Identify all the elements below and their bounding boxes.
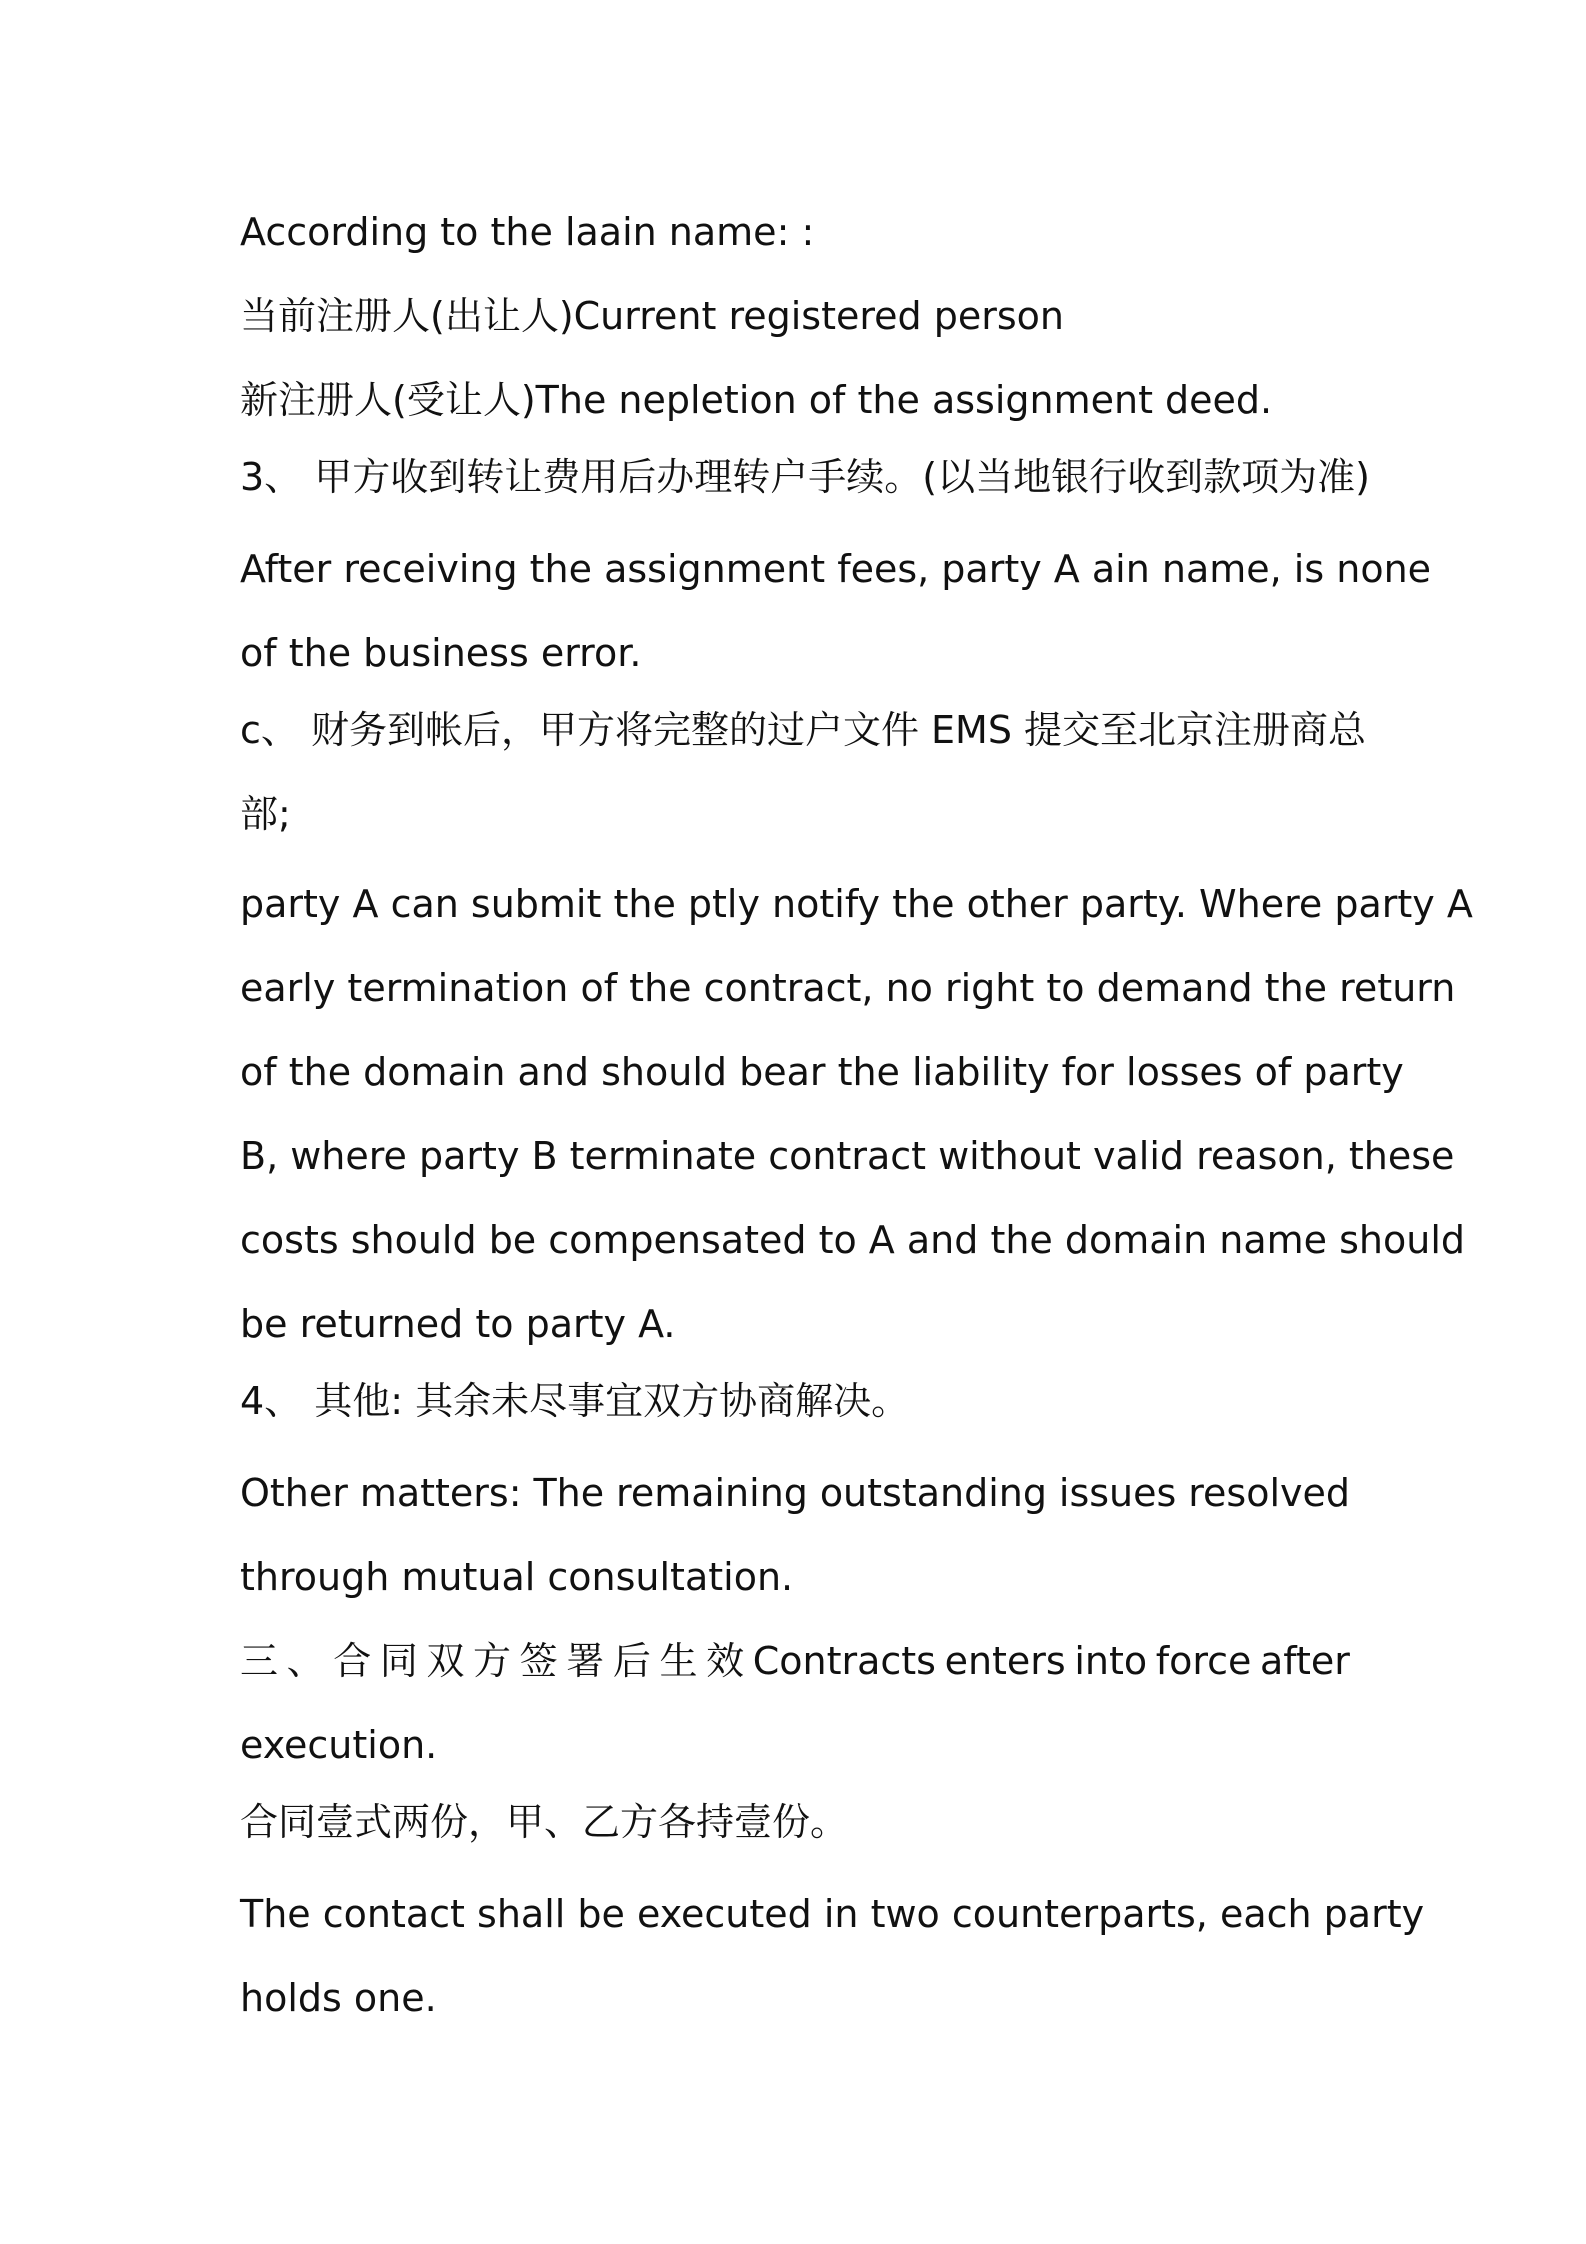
- paragraph-line: B, where party B terminate contract without valid reason, these: [240, 1134, 1455, 1178]
- word: enters: [944, 1639, 1066, 1683]
- paragraph-line: holds one.: [240, 1976, 437, 2020]
- word: Other: [240, 1471, 348, 1515]
- word: 后: [612, 1639, 651, 1683]
- paragraph-line: The contact shall be executed in two counterparts, each party: [240, 1892, 1425, 1936]
- paragraph-line: be returned to party A.: [240, 1302, 676, 1346]
- word: 、: [286, 1639, 325, 1683]
- paragraph-line: After receiving the assignment fees, party A ain name, is none: [240, 547, 1432, 591]
- paragraph-line: 合同壹式两份，甲、乙方各持壹份。: [240, 1800, 849, 1844]
- paragraph-line: through mutual consultation.: [240, 1555, 794, 1599]
- word: Contracts: [752, 1639, 936, 1683]
- word: 效: [706, 1639, 745, 1683]
- paragraph-line: early termination of the contract, no right to demand the return: [240, 966, 1456, 1010]
- word: force: [1155, 1639, 1252, 1683]
- section-three-heading: [240, 1636, 1350, 1686]
- numbered-item-c: c、 财务到帐后，甲方将完整的过户文件 EMS 提交至北京注册商总: [240, 708, 1367, 752]
- paragraph-line: According to the laain name: :: [240, 210, 815, 254]
- paragraph-line: of the domain and should bear the liability for losses of party: [240, 1050, 1404, 1094]
- paragraph-line: party A can submit the ptly notify the other party. Where party A: [240, 882, 1473, 926]
- word: into: [1074, 1639, 1148, 1683]
- word: 签: [519, 1639, 558, 1683]
- numbered-item-4: 4、 其他: 其余未尽事宜双方协商解决。: [240, 1379, 910, 1423]
- word: The: [533, 1471, 605, 1515]
- paragraph-line: costs should be compensated to A and the domain name should: [240, 1218, 1466, 1262]
- word: 署: [566, 1639, 605, 1683]
- word: 双: [426, 1639, 465, 1683]
- word: outstanding: [819, 1471, 1047, 1515]
- justified-line: [240, 1468, 1350, 1518]
- word: remaining: [616, 1471, 808, 1515]
- word: after: [1260, 1639, 1350, 1683]
- paragraph-line: 部;: [240, 792, 291, 836]
- paragraph-line: execution.: [240, 1723, 438, 1767]
- numbered-item-3: 3、 甲方收到转让费用后办理转户手续。(以当地银行收到款项为准): [240, 455, 1370, 499]
- paragraph-line: 当前注册人(出让人)Current registered person: [240, 294, 1064, 338]
- word: matters:: [359, 1471, 522, 1515]
- word: issues: [1058, 1471, 1177, 1515]
- paragraph-line: of the business error.: [240, 631, 642, 675]
- word: 生: [659, 1639, 698, 1683]
- word: 方: [473, 1639, 512, 1683]
- word: 同: [379, 1639, 418, 1683]
- word: resolved: [1188, 1471, 1350, 1515]
- paragraph-line: 新注册人(受让人)The nepletion of the assignment deed.: [240, 378, 1273, 422]
- word: 三: [240, 1639, 279, 1683]
- word: 合: [333, 1639, 372, 1683]
